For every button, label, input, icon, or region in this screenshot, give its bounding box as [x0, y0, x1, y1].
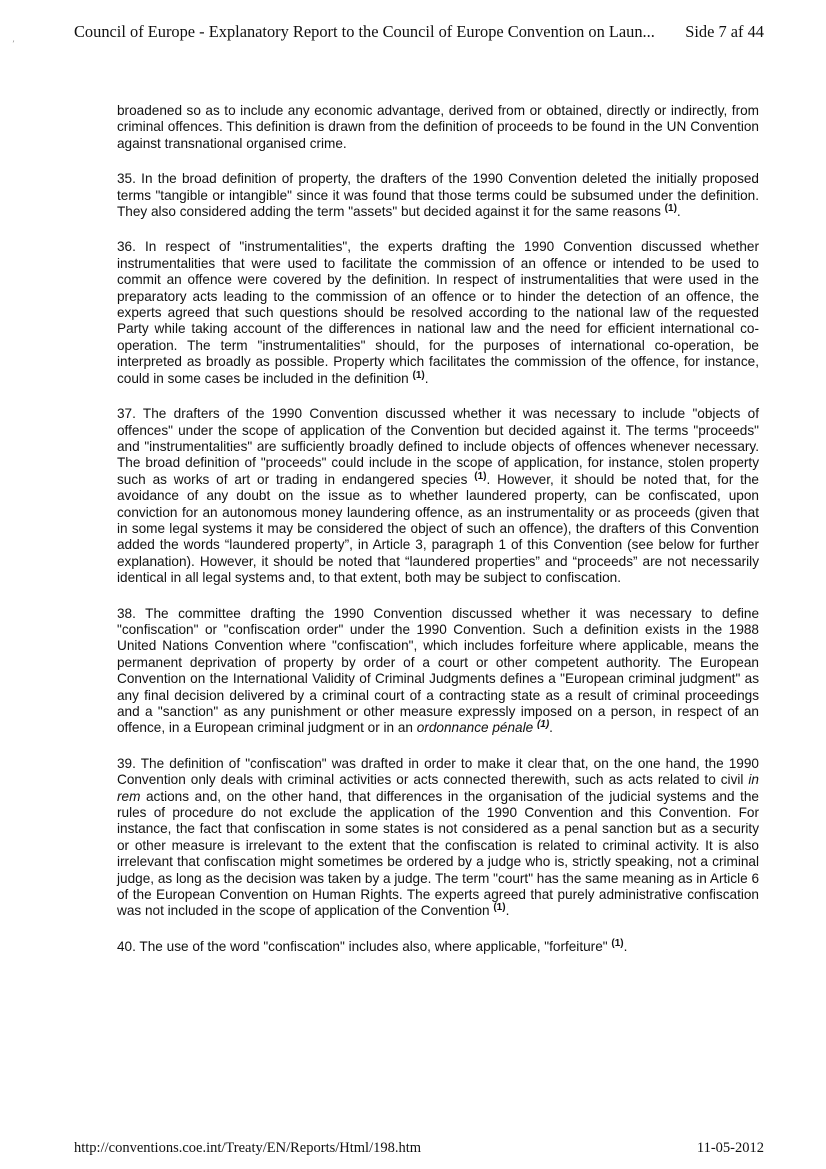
- source-url[interactable]: http://conventions.coe.int/Treaty/EN/Reports/Html/198.htm: [74, 1140, 422, 1156]
- page-number: Side 7 af 44: [685, 22, 764, 41]
- paragraph-text: 36. In respect of "instrumentalities", the experts drafting the 1990 Convention discussed whether instrumentalities that were used to facilitate the commission of an offence or intended to be used to commit an offence were covered by the definition. In respect of instrumentalities that were used in the preparatory acts leading to the commission of an offence or to hinder the detection of an offence, the experts agreed that such questions should be resolved according to the national law of the requested Party while taking account of the differences in national law and the need for efficient international co-operation. The term "instrumentalities" should, for the purposes of international co-operation, be interpreted as broadly as possible. Property which facilitates the commission of the offence, for instance, could in some cases be included in the definition: [117, 239, 759, 386]
- report-body: [117, 103, 759, 974]
- footnote-reference: (1): [412, 369, 425, 381]
- paragraph: [117, 939, 759, 955]
- paragraph: [117, 239, 759, 387]
- paragraph-text: .: [424, 370, 429, 386]
- paragraph: [117, 171, 759, 220]
- footnote-reference: (1): [664, 203, 677, 215]
- italic-text: in rem: [117, 772, 759, 804]
- page-header: [74, 22, 764, 42]
- paragraph-text: broadened so as to include any economic advantage, derived from or obtained, directly or indirectly, from criminal offences. This definition is drawn from the definition of proceeds to be found in the UN Convention against transnational organised crime.: [117, 103, 759, 151]
- paragraph-text: 38. The committee drafting the 1990 Convention discussed whether it was necessary to define "confiscation" or "confiscation order" under the 1990 Convention. Such a definition exists in the 1988 United Nations Convention where "confiscation", which includes forfeiture where applicable, means the permanent deprivation of property by order of a court or other competent authority. The European Convention on the International Validity of Criminal Judgments defines a "European criminal judgment" as any final decision delivered by a criminal court of a contracting state as a result of criminal proceedings and a "sanction" as any punishment or other measure expressly imposed on a person, in respect of an offence, in a European criminal judgment or in an: [117, 605, 759, 736]
- paragraph-text: .: [505, 903, 510, 919]
- paragraph: [117, 406, 759, 586]
- footnote-reference: (1): [493, 902, 506, 914]
- paragraph: [117, 606, 759, 737]
- page-footer: [74, 1140, 764, 1157]
- paragraph-text: 37. The drafters of the 1990 Convention discussed whether it was necessary to include "objects of offences" under the scope of application of the Convention but decided against it. The terms "proceeds" and "instrumentalities" are sufficiently broadly defined to include objects of offences whenever necessary. The broad definition of "proceeds" could include in the scope of application, for instance, stolen property such as works of art or trading in endangered species: [117, 406, 759, 487]
- paragraph-text: 39. The definition of "confiscation" was drafted in order to make it clear that, on the one hand, the 1990 Convention only deals with criminal activities or acts connected therewith, such as acts related to civil: [117, 755, 759, 788]
- paragraph: [117, 103, 759, 152]
- paragraph-text: 35. In the broad definition of property, the drafters of the 1990 Convention deleted the initially proposed terms "tangible or intangible" since it was found that those terms could be subsumed under the definition. They also considered adding the term "assets" but decided against it for the same reasons: [117, 171, 759, 220]
- footnote-reference: (1): [536, 719, 550, 731]
- paragraph-text: .: [623, 938, 628, 954]
- paragraph-text: .: [549, 720, 553, 736]
- footnote-reference: (1): [474, 470, 487, 482]
- print-date: 11-05-2012: [696, 1140, 764, 1156]
- italic-text: ordonnance pénale: [416, 720, 534, 736]
- paragraph-text: 40. The use of the word "confiscation" includes also, where applicable, "forfeiture": [117, 938, 612, 954]
- header-title: Council of Europe - Explanatory Report to the Council of Europe Convention on Laun...: [74, 22, 655, 41]
- paragraph-text: .: [676, 204, 681, 220]
- paragraph-text: . However, it should be noted that, for the avoidance of any doubt on the issue as to whether laundered property, can be confiscated, upon conviction for an autonomous money laundering offence, as an instrumentality or as proceeds (given that in some legal systems it may be considered the object of such an offence), the drafters of this Convention added the words “laundered property”, in Article 3, paragraph 1 of this Convention (see below for further explanation). However, it should be noted that “laundered properties” and “proceeds” are not necessarily identical in all legal systems and, to that extent, both may be subject to confiscation.: [117, 471, 759, 586]
- footnote-reference: (1): [611, 937, 624, 949]
- paragraph: [117, 756, 759, 920]
- paragraph-text: actions and, on the other hand, that differences in the organisation of the judicial systems and the rules of procedure do not exclude the application of the 1990 Convention and this Convention. For instance, the fact that confiscation in some states is not considered as a penal sanction but as a security or other measure is irrelevant to the extent that the confiscation is related to criminal activity. It is also irrelevant that confiscation might sometimes be ordered by a judge who is, strictly speaking, not a criminal judge, as long as the decision was taken by a judge. The term "court" has the same meaning as in Article 6 of the European Convention on Human Rights. The experts agreed that purely administrative confiscation was not included in the scope of application of the Convention: [117, 788, 759, 919]
- scan-artifact-mark: ’: [12, 40, 15, 50]
